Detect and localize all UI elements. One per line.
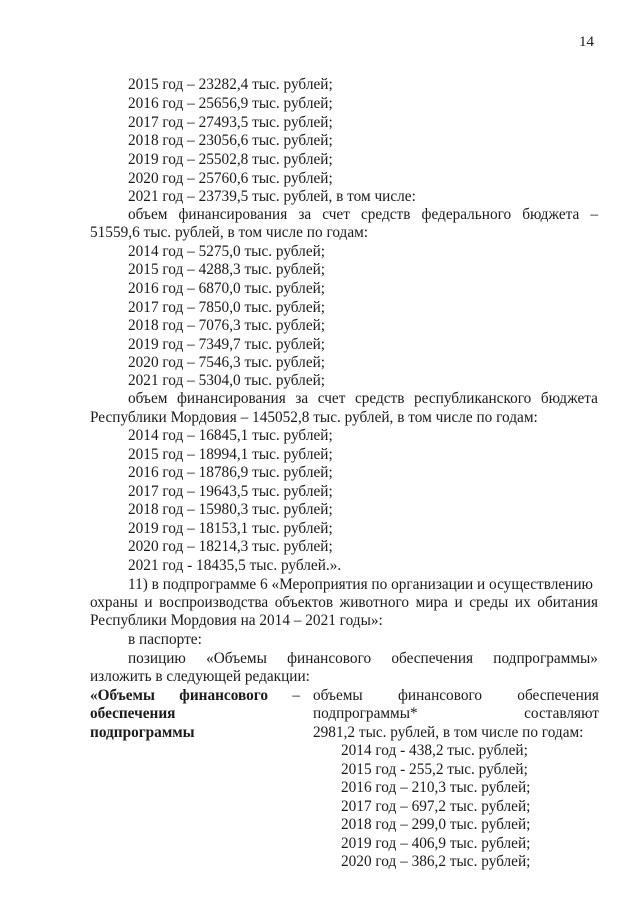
word: финансирования [177,390,286,407]
republic-year-line: 2017 год – 19643,5 тыс. рублей; [128,483,333,500]
word: обеспечения [391,650,474,667]
word: за [295,390,309,407]
edition-line: изложить в следующей редакции: [90,668,310,685]
year-line: 2020 год – 25760,6 тыс. рублей; [128,170,333,187]
position-line [128,650,598,668]
year-line: 2017 год – 27493,5 тыс. рублей; [128,114,333,131]
word: составляют [524,705,599,722]
republic-year-line: 2020 год – 18214,3 тыс. рублей; [128,538,333,555]
word: средств [354,390,405,407]
word: подпрограммы* [313,705,418,722]
table-year-line: 2016 год – 210,3 тыс. рублей; [341,779,531,796]
item11-line2 [90,594,598,612]
federal-intro [128,206,598,224]
federal-year-line: 2016 год – 6870,0 тыс. рублей; [128,280,326,297]
word: и [454,594,463,611]
republic-year-line: 2014 год – 16845,1 тыс. рублей; [128,427,333,444]
word: бюджета [540,390,598,407]
word: их [514,594,531,611]
table-right-line2 [313,705,599,723]
federal-year-line: 2018 год – 7076,3 тыс. рублей; [128,317,326,334]
federal-intro-tail: 51559,6 тыс. рублей, в том числе по годам: [90,224,369,241]
word: – [292,687,300,704]
word: мира [415,594,448,611]
republic-year-line: 2019 год – 18153,1 тыс. рублей; [128,520,333,537]
word: объектов [274,594,334,611]
table-year-line: 2019 год – 406,9 тыс. рублей; [341,835,531,852]
federal-year-line: 2021 год – 5304,0 тыс. рублей; [128,372,326,389]
word: счет [317,390,346,407]
word: объем [128,206,168,223]
word: финансового [287,650,372,667]
word: средств [360,206,411,223]
word: и [144,594,153,611]
word: подпрограммы» [493,650,598,667]
word: финансового [398,687,483,704]
word: финансирования [178,206,288,223]
item11-line3: Республики Мордовия на 2014 – 2021 годы»: [90,612,383,629]
table-year-line: 2018 год – 299,0 тыс. рублей; [341,816,531,833]
federal-year-line: 2017 год – 7850,0 тыс. рублей; [128,299,326,316]
word: республиканского [414,390,532,407]
federal-year-line: 2020 год – 7546,3 тыс. рублей; [128,354,326,371]
word: позицию [128,650,186,667]
item11-line1: 11) в подпрограмме 6 «Мероприятия по организации и осуществлению [128,576,593,593]
year-line: 2016 год – 25656,9 тыс. рублей; [128,95,333,112]
word: счет [322,206,350,223]
republic-year-line: 2021 год - 18435,5 тыс. рублей.». [128,557,342,574]
federal-year-line: 2015 год – 4288,3 тыс. рублей; [128,261,326,278]
word: – [590,206,598,223]
page-number: 14 [579,34,594,50]
word: объемы [313,687,363,704]
republic-year-line: 2015 год – 18994,1 тыс. рублей; [128,446,333,463]
year-line: 2021 год – 23739,5 тыс. рублей, в том числе: [128,188,416,205]
word: обитания [537,594,598,611]
table-year-line: 2017 год – 697,2 тыс. рублей; [341,798,531,815]
federal-year-line: 2019 год – 7349,7 тыс. рублей; [128,336,326,353]
word: «Объемы [90,687,155,704]
year-line: 2015 год – 23282,4 тыс. рублей; [128,76,333,93]
word: среды [469,594,509,611]
word: воспроизводства [159,594,269,611]
word: финансового [179,687,268,704]
table-left-line2: обеспечения [90,705,176,722]
word: «Объемы [206,650,267,667]
word: объем [128,390,168,407]
word: федерального [421,206,512,223]
table-year-line: 2015 год - 255,2 тыс. рублей; [341,761,528,778]
republic-year-line: 2018 год – 15980,3 тыс. рублей; [128,501,333,518]
republic-intro [128,390,598,408]
table-year-line: 2020 год – 386,2 тыс. рублей; [341,853,531,870]
word: за [298,206,312,223]
republic-year-line: 2016 год – 18786,9 тыс. рублей; [128,464,333,481]
year-line: 2019 год – 25502,8 тыс. рублей; [128,151,333,168]
passport-line: в паспорте: [128,631,202,648]
table-right-line3: 2981,2 тыс. рублей, в том числе по годам: [313,724,584,741]
year-line: 2018 год – 23056,6 тыс. рублей; [128,132,333,149]
republic-intro-tail: Республики Мордовия – 145052,8 тыс. рублей, в том числе по годам: [90,409,538,426]
table-left-line1 [90,687,300,705]
word: обеспечения [517,687,599,704]
word: бюджета [522,206,580,223]
word: животного [339,594,410,611]
table-left-line3: подпрограммы [90,724,195,741]
table-right-line1 [313,687,599,705]
table-year-line: 2014 год - 438,2 тыс. рублей; [341,742,528,759]
word: охраны [90,594,138,611]
federal-year-line: 2014 год – 5275,0 тыс. рублей; [128,243,326,260]
